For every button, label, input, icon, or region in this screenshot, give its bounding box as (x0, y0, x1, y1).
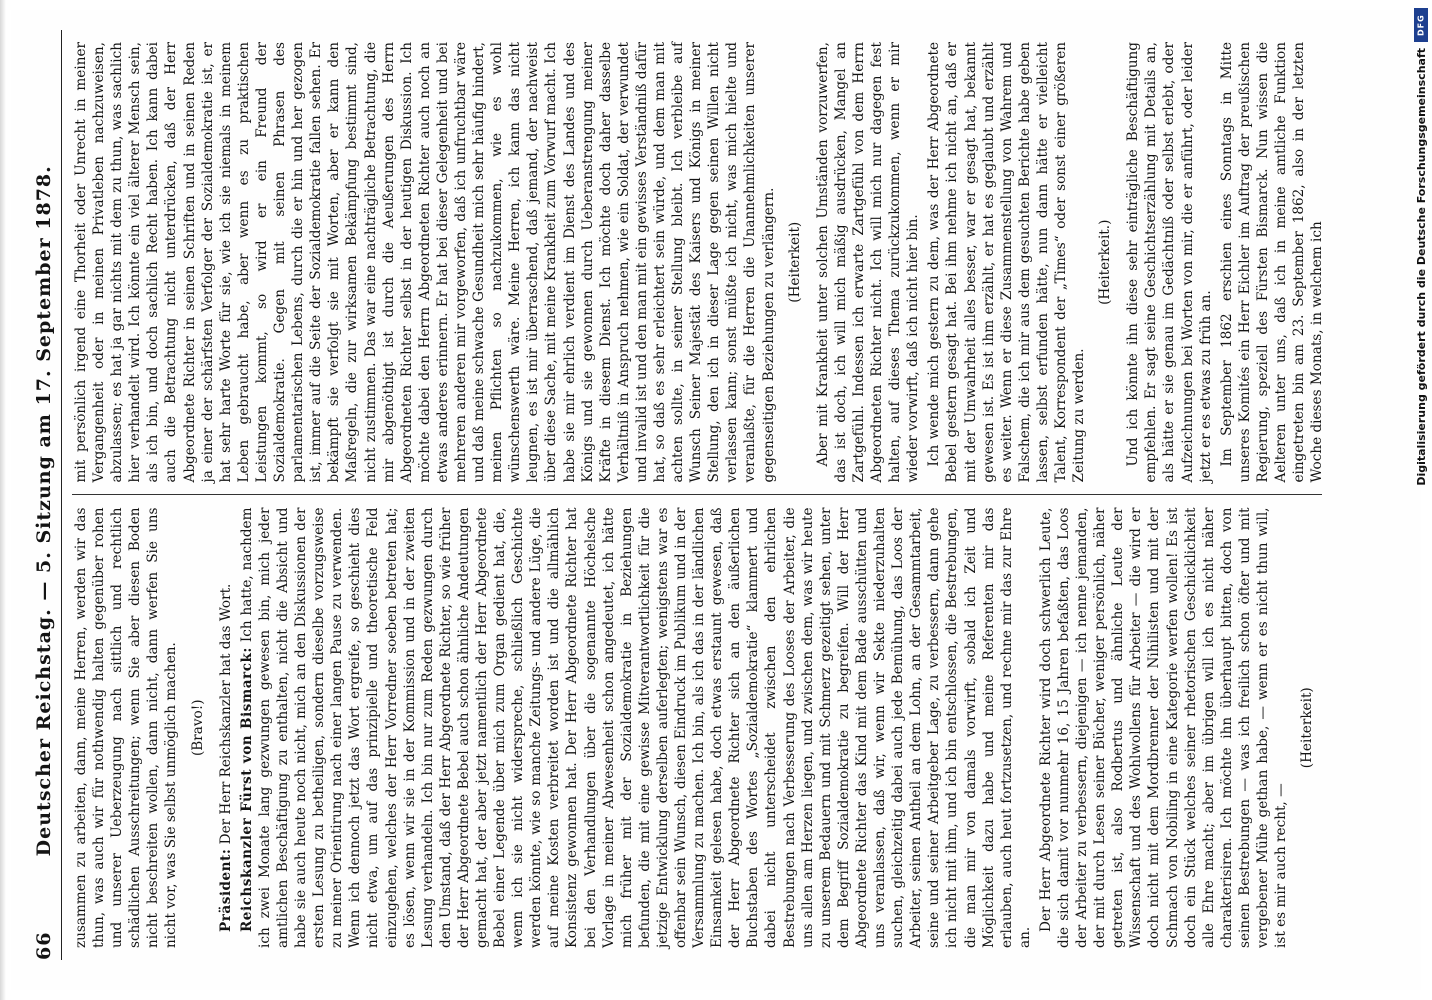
paragraph: Ich wende mich gestern zu dem, was der Herr Abgeordnete Bebel gestern gesagt hat. Bei ihm nehme ich nicht an, daß er mit der Umwahrheit alles besser, war er gesagt hat, bekannt gewesen ist. Es ist ihm erzählt, er hat es geglaubt und erzählt es weiter. Wenn er diese Zusammenstellung von Wahrem und Falschem, die ich mir aus dem gesuchten Berichte habe geben lassen, selbst erfunden hätte, nun dann hätte er vielleicht Talent, Korrespondent der „Times“ oder sonst einer größeren Zeitung zu werden. (926, 42, 1088, 483)
dfg-logo: DFG (1414, 8, 1428, 42)
speaker-president: Präsident: (217, 848, 234, 932)
page-header (33, 30, 62, 960)
paragraph: mit persönlich irgend eine Thorheit oder Unrecht in meiner Vergangenheit oder in meinen Privatleben nachzuweisen, abzulassen; es hat ja gar nichts mit dem zu thun, was sachlich hier verhandelt wird. Ich könnte ein viel älterer Mensch sein, als ich bin, und doch sachlich Recht haben. Ich kann dabei auch die Betrachtung nicht unterdrücken, daß der Herr Abgeordnete Richter in seinen Schriften und in seinen Reden ja einer der schärfsten Verfolger der Sozialdemokratie ist, er hat sehr harte Worte für sie, wie ich sie niemals in meinem Leben gebraucht habe, aber wenn es zu praktischen Leistungen kommt, so wird er ein Freund der Sozialdemokratie. Gegen mit seinen Phrasen des parlamentarischen Lebens, durch die er hin und her gezogen ist, immer auf die Seite der Sozialdemokratie fallen sehen. Er bekämpft sie verfolgt sie mit Worten, aber er kann den Maßregeln, die zur wirksamen Bekämpfung bestimmt sind, nicht zustimmen. Das war eine nachträgliche Betrachtung, die mir abgenöthigt ist durch die Aeußerungen des Herrn Abgeordneten Richter selbst in der heutigen Diskussion. Ich möchte dabei den Herrn Abgeordneten Richter auch noch an etwas anderes erinnern. Er hat bei dieser Gelegenheit und bei mehreren anderen mir vorgeworfen, daß ich unfruchtbar wäre und daß meine schwache Gesundheit mich sehr häufig hindert, meinen Pflichten so nachzukommen, wie es wohl wünschenswerth wäre. Meine Herren, ich kann das nicht leugnen, es ist mir überraschend, daß jemand, der nachweist über diese Sache, mit meine Krankheit zum Vorwurf macht. Ich habe sie mir ehrlich verdient im Dienst des Landes und des Königs und sie gewonnen durch Ueberanstrengung meiner Kräfte in diesem Dienst. Ich möchte doch daher dasselbe Verhältniß in Anspruch nehmen, wie ein Soldat, der verwundet und invalid ist und den man mit ein gewisses Verständniß dafür hat, so daß es sehr erleichtert sein würde, und dem man mit achten sollte, in seiner Stellung bleibt. Ich verbleibe auf Wunsch Seiner Majestät des Kaisers und Königs in meiner Stellung, den ich in dieser Lage gegen seinen Willen nicht verlassen kann; sonst müßte ich nicht, was mich hielte und veranlaßte, für die Herren die Unannehmlichkeiten unserer gegenseitigen Beziehungen zu verlängern. (73, 42, 777, 483)
page-number: 66 (33, 931, 55, 960)
speech-text: Ich hatte, nachdem ich zwei Monate lang gezwungen gewesen bin, mich jeder amtlichen Beschäftigung zu enthalten, nicht die Absicht und habe sie auch heute noch nicht, mich an den Diskussionen der ersten Lesung zu betheiligen, sondern dieselbe vorzugsweise zu meiner Orientirung nach einer langen Pause zu verwenden. Wenn ich dennoch jetzt das Wort ergreife, so geschieht dies nicht etwa, um auf das prinzipielle und theoretische Feld einzugehen, welches der Herr Vorredner soeben betreten hat; es lösen, wenn wir sie in der Kommission und in der zweiten Lesung verhandeln. Ich bin nur zum Reden gezwungen durch den Umstand, daß der Herr Abgeordnete Richter, so wie früher der Herr Abgeordnete Bebel auch schon ähnliche Andeutungen gemacht hat, der aber jetzt namentlich der Herr Abgeordnete Bebel einer Legende über mich zum Organ gedient hat, die, wenn ich sie nicht widerspreche, schließlich Geschichte werden könnte, wie so manche Zeitungs- und andere Lüge, die auf meine Kosten verbreitet worden ist und die allmählich Konsistenz gewonnen hat. Der Herr Abgeordnete Richter hat bei den Verhandlungen über die sogenannte Höchelsche Vorlage in meiner Abwesenheit schon angedeutet, ich hätte mich früher mit der Sozialdemokratie in Beziehungen befunden, die mit eine gewisse Mitverantwortlichkeit für die jetzige Entwicklung derselben auferlegten; wenigstens war es offenbar sein Wunsch, diesen Eindruck im Publikum und in der Versammlung zu machen. Ich bin, als ich das in der ländlichen Einsamkeit gelesen habe, doch etwas erstaunt gewesen, daß der Herr Abgeordnete Richter sich an den äußerlichen Buchstaben des Wortes „Sozialdemokratie“ klammert und dabei nicht unterscheidet zwischen den ehrlichen Bestrebungen nach Verbesserung des Looses der Arbeiter, die uns allen am Herzen liegen, und zwischen dem, was wir heute zu unserem Bedauern und mit Schmerz gezeitigt sehen, unter dem Begriff Sozialdemokratie zu begreifen. Will der Herr Abgeordnete Richter das Kind mit dem Bade ausschütten und uns veranlassen, daß wir, wenn wir Sekte niederzuhalten suchen, gleichzeitig dabei auch jede Bemühung, das Loos der Arbeiter, seinen Antheil an dem Lohn, an der Gesammtarbeit, seine und seiner Arbeitgeber Lage, zu verbessern, dann gehe ich nicht mit ihm, und ich bin entschlossen, die Bestrebungen, die man mir von damals vorwirft, sobald ich Zeit und Möglichkeit dazu habe und meine Referenten mir das erlauben, auch heut fortzusetzen, und rechne mir das zur Ehre an. (238, 507, 1033, 948)
document-page (11, 10, 1421, 990)
interjection: (Heiterkeit) (786, 221, 803, 303)
interjection: (Heiterkeit.) (1097, 219, 1114, 305)
digitization-sidebar (1410, 0, 1432, 1000)
paragraph: Aber mit Krankheit unter solchen Umständen vorzuwerfen, das ist doch, ich will mich mäßig ausdrücken, Mangel an Zartgefühl. Indessen ich erwarte Zartgefühl von dem Herrn Abgeordneten Richter nicht. Ich will mich nur dagegen fest halten, auf dieses Thema zurückzukommen, wenn er mir wieder vorwirft, daß ich nicht hier bin. (814, 42, 922, 483)
speech-text: Der Herr Reichskanzler hat das Wort. (217, 583, 234, 849)
paragraph (217, 508, 235, 949)
paragraph: Im September 1862 erschien eines Sonntags in Mitte unseres Komités ein Herr Eichler im Auftrag der preußischen Regierung, speziell des Fürsten Bismarck. Nun wissen die Aelteren unter uns, daß ich in meine amtliche Funktion eingetreten bin am 23. September 1862, also in der letzten Woche dieses Monats, in welchem ich (1218, 42, 1326, 483)
text-columns (72, 30, 1326, 960)
paragraph (238, 508, 1034, 949)
interjection: (Bravo!) (189, 699, 206, 757)
digitization-note: Digitalisierung gefördert durch die Deutsche Forschungsgemeinschaft (1414, 48, 1428, 486)
paragraph: Der Herr Abgeordnete Richter wird doch schwerlich Leute, die sich damit vor nunmehr 16, 15 Jahren befaßten, das Loos der Arbeiter zu verbessern, diejenigen — ich nenne jemanden, der mit durch Lesen seiner Bücher, weniger persönlich, näher getreten ist, also Rodbertus und ähnliche Leute der Wissenschaft und des Wohlwollens für Arbeiter — die wird er doch nicht mit dem Mordbrenner der Nihilisten und mit der Schmach von Nobiling in eine Kategorie werfen wollen! Es ist doch ein Stück welches seiner rhetorischen Geschicklichkeit alle Ehre macht; aber im übrigen will ich es nicht näher charakterisiren. Ich möchte ihn überhaupt bitten, doch von seinen Bestrebungen — was ich freilich schon öfter und mit vergebener Mühe gethan habe, — wenn er es nicht thun will, ist es mir auch recht, — (1037, 507, 1290, 948)
page-title: Deutscher Reichstag. — 5. Sitzung am 17. September 1878. (33, 165, 55, 857)
left-column (72, 496, 1322, 961)
scan-edge (0, 0, 6, 1000)
right-column (72, 30, 1326, 496)
interjection: (Heiterkeit) (1299, 687, 1316, 769)
speaker-chancellor: Reichskanzler Fürst von Bismarck: (238, 647, 255, 932)
paragraph: zusammen zu arbeiten, dann, meine Herren, werden wir das thun, was auch wir für nothwendig halten gegenüber rohen und unserer Ueberzeugung nach sittlich und rechtlich schädlichen Ausschreitungen; wenn Sie aber diesen Boden nicht beschreiten wollen, dann nicht, dann werfen Sie uns nicht vor, was Sie selbst unmöglich machen. (73, 507, 180, 948)
paragraph: Und ich könnte ihn diese sehr einträgliche Beschäftigung empfehlen. Er sagt seine Geschichtserzählung mit Details an, als hätte er sie genau im Gedächtniß oder selbst erlebt, oder Aufzeichnungen bei Worten von mir, die er anführt, oder leider jetzt er es etwas zu früh an. (1125, 42, 1214, 483)
